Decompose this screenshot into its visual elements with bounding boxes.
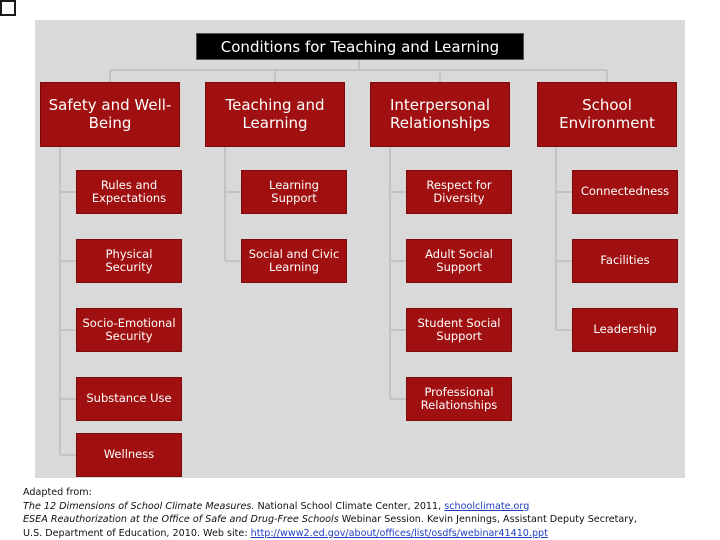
item-social-civic-learning: Social and Civic Learning <box>241 239 347 283</box>
citation-source-2-line3: U.S. Department of Education, 2010. Web site: <box>23 527 251 539</box>
item-leadership: Leadership <box>572 308 678 352</box>
diagram-title: Conditions for Teaching and Learning <box>196 33 524 60</box>
citation-source-1-rest: National School Climate Center, 2011, <box>254 500 445 512</box>
item-substance-use: Substance Use <box>76 377 182 421</box>
heading-teaching-learning: Teaching and Learning <box>205 82 345 147</box>
citation-source-2 <box>23 513 713 527</box>
item-respect-diversity: Respect for Diversity <box>406 170 512 214</box>
item-connectedness: Connectedness <box>572 170 678 214</box>
heading-safety-well-being: Safety and Well-Being <box>40 82 180 147</box>
item-professional-relationships: Professional Relationships <box>406 377 512 421</box>
item-facilities: Facilities <box>572 239 678 283</box>
item-adult-social-support: Adult Social Support <box>406 239 512 283</box>
citation-source-2-title: ESEA Reauthorization at the Office of Safe and Drug-Free Schools <box>23 514 339 525</box>
item-student-social-support: Student Social Support <box>406 308 512 352</box>
citation-source-2-link[interactable]: http://www2.ed.gov/about/offices/list/osdfs/webinar41410.ppt <box>250 527 548 539</box>
citation-adapted-from: Adapted from: <box>23 487 92 498</box>
heading-interpersonal-relationships: Interpersonal Relationships <box>370 82 510 147</box>
citation-source-1-title: The 12 Dimensions of School Climate Measures. <box>23 500 255 512</box>
item-socio-emotional-security: Socio-Emotional Security <box>76 308 182 352</box>
citation-source-2-cont <box>23 527 713 540</box>
citation <box>23 486 713 540</box>
citation-source-1-link[interactable]: schoolclimate.org <box>444 500 530 512</box>
item-physical-security: Physical Security <box>76 239 182 283</box>
item-learning-support: Learning Support <box>241 170 347 214</box>
citation-source-2-rest: Webinar Session. Kevin Jennings, Assistant Deputy Secretary, <box>338 514 637 525</box>
item-rules-expectations: Rules and Expectations <box>76 170 182 214</box>
citation-source-1 <box>23 500 713 514</box>
item-wellness: Wellness <box>76 433 182 477</box>
heading-school-environment: School Environment <box>537 82 677 147</box>
